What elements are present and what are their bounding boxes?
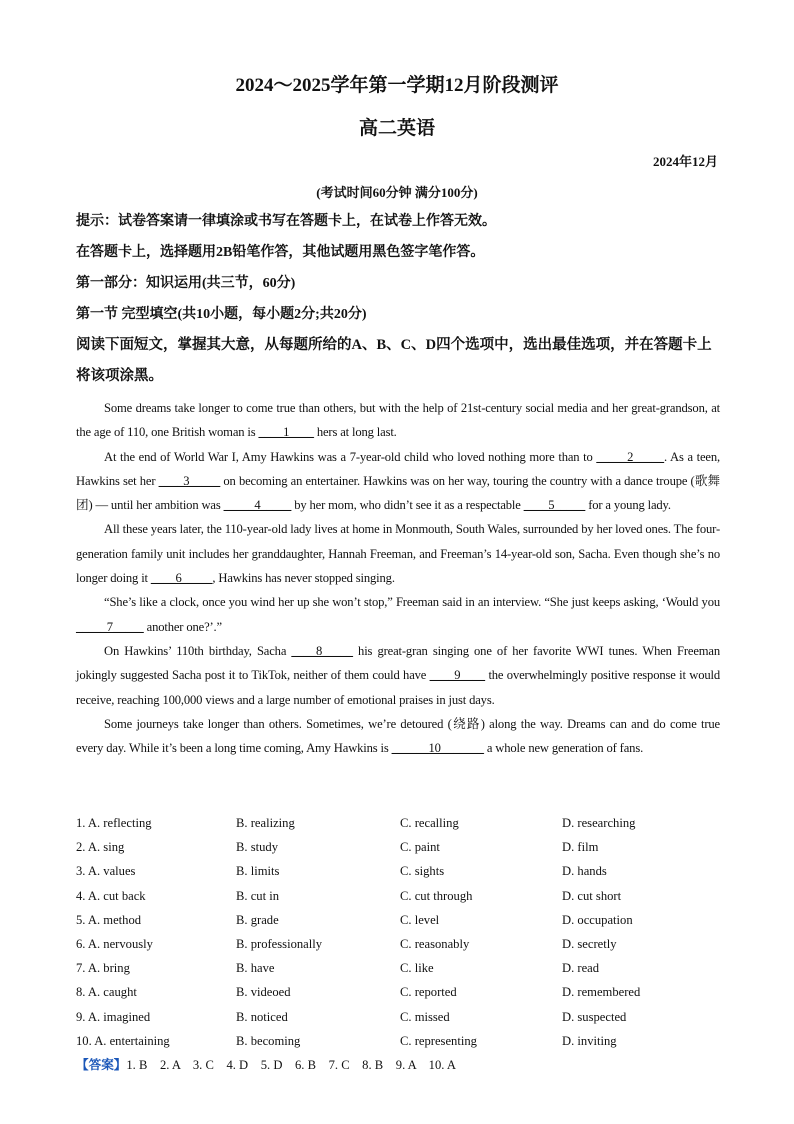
- option-c: C. reasonably: [400, 937, 470, 952]
- answer-key: [76, 1054, 456, 1076]
- option-b: B. cut in: [236, 888, 280, 903]
- exam-title: 2024～2025学年第一学期12月阶段测评: [235, 75, 559, 96]
- blank-10: ______10_______: [391, 741, 484, 756]
- option-row: [76, 1029, 720, 1053]
- blank-6: ____6_____: [150, 571, 213, 586]
- option-row: [76, 884, 720, 908]
- passage-paragraph: Some dreams take longer to come true than others, but with the help of 21st-century social media and her great-grandson, at the age of 110, one British woman is ____1____ hers at long last.: [76, 401, 720, 440]
- option-row: [76, 932, 720, 956]
- option-b: B. realizing: [236, 816, 295, 830]
- option-c: C. recalling: [400, 816, 459, 830]
- option-d: D. cut short: [562, 888, 622, 903]
- option-row: [76, 859, 720, 883]
- option-b: B. study: [236, 840, 278, 855]
- option-b: B. limits: [236, 864, 280, 879]
- reading-instruction: 阅读下面短文，掌握其大意，从每题所给的A、B、C、D四个选项中，选出最佳选项，并在答题卡上将该项涂黑。: [76, 337, 712, 384]
- option-d: D. suspected: [562, 1009, 627, 1024]
- answer-text: 1. B 2. A 3. C 4. D 5. D 6. B 7. C 8. B 9. A 10. A: [126, 1058, 456, 1072]
- option-b: B. have: [236, 961, 275, 976]
- passage-paragraph: On Hawkins’ 110th birthday, Sacha ____8_____ his great-gran singing one of her favorite WWI tunes. When Freeman jokingly suggested Sacha post it to TikTok, neither of them could have ____9____ the overwhelmingly positive response it would receive, reaching 100,000 views and a large number of emotional praises in just days.: [76, 643, 720, 707]
- notice-line: 提示：试卷答案请一律填涂或书写在答题卡上，在试卷上作答无效。: [76, 214, 496, 229]
- blank-1: ____1____: [258, 425, 314, 440]
- option-d: D. researching: [562, 816, 636, 830]
- answer-options: [76, 811, 720, 1053]
- option-d: D. remembered: [562, 985, 641, 1000]
- passage-paragraph: At the end of World War I, Amy Hawkins was a 7-year-old child who loved nothing more than to _____2_____. As a teen, Hawkins set her ____3_____ on becoming an entertainer. Hawkins was on her way, touring the country with a dance troupe (歌舞团) — until her ambition was _____4_____ by her mom, who didn’t see it as a respectable ____5_____ for a young lady.: [76, 449, 721, 513]
- option-a: 9. A. imagined: [76, 1009, 151, 1024]
- option-a: 10. A. entertaining: [76, 1033, 170, 1048]
- option-row: [76, 835, 720, 859]
- option-a: 8. A. caught: [76, 985, 137, 1000]
- option-b: B. videoed: [236, 985, 291, 1000]
- blank-8: ____8_____: [291, 643, 353, 658]
- answer-tag: 【答案】: [76, 1058, 127, 1072]
- option-b: B. noticed: [236, 1009, 288, 1024]
- option-a: 6. A. nervously: [76, 937, 153, 952]
- option-c: C. paint: [400, 840, 440, 855]
- option-a: 7. A. bring: [76, 961, 130, 976]
- option-c: C. cut through: [400, 888, 473, 903]
- option-a: 4. A. cut back: [76, 888, 146, 903]
- option-c: C. reported: [400, 985, 457, 1000]
- blank-3: ____3_____: [158, 473, 221, 488]
- exam-date: 2024年12月: [652, 154, 718, 169]
- option-row: [76, 811, 720, 835]
- option-a: 3. A. values: [76, 864, 136, 879]
- exam-time-note: (考试时间60分钟 满分100分): [316, 185, 478, 200]
- option-d: D. read: [562, 961, 600, 976]
- option-d: D. film: [562, 840, 599, 855]
- option-c: C. representing: [400, 1033, 477, 1048]
- option-c: C. like: [400, 961, 434, 976]
- option-a: 5. A. method: [76, 912, 142, 927]
- option-d: D. secretly: [562, 937, 617, 952]
- option-row: [76, 1005, 720, 1029]
- passage-paragraph: “She’s like a clock, once you wind her up she won’t stop,” Freeman said in an interview. “She just keeps asking, ‘Would you _____7_____ another one?’.”: [76, 595, 720, 634]
- option-row: [76, 908, 720, 932]
- option-c: C. missed: [400, 1009, 450, 1024]
- passage-paragraph: Some journeys take longer than others. Sometimes, we’re detoured (绕路) along the way. Dreams can and do come true every day. While it’s been a long time coming, Amy Hawkins is ______10_______ a whole new generation of fans.: [76, 716, 720, 756]
- option-d: D. hands: [562, 864, 607, 879]
- blank-7: _____7_____: [76, 619, 144, 634]
- option-a: 2. A. sing: [76, 840, 125, 855]
- option-c: C. level: [400, 912, 440, 927]
- option-d: D. occupation: [562, 912, 633, 927]
- notice-line: 在答题卡上，选择题用2B铅笔作答，其他试题用黑色签字笔作答。: [76, 245, 485, 260]
- option-d: D. inviting: [562, 1033, 617, 1048]
- subsection-heading: 第一节 完型填空(共10小题，每小题2分;共20分): [76, 307, 367, 322]
- option-c: C. sights: [400, 864, 445, 879]
- blank-4: _____4_____: [223, 498, 292, 513]
- exam-subject: 高二英语: [358, 118, 435, 139]
- option-row: [76, 956, 720, 980]
- blank-9: ____9____: [429, 668, 485, 683]
- passage-paragraph: All these years later, the 110-year-old lady lives at home in Monmouth, South Wales, surrounded by her loved ones. The four-generation family unit includes her granddaughter, Hannah Freeman, and Freeman’s 14-year-old son, Sacha. Even though she’s no longer doing it ____6_____, Hawkins has never stopped singing.: [76, 522, 720, 586]
- cloze-passage: [76, 396, 720, 760]
- option-b: B. becoming: [236, 1033, 301, 1048]
- blank-2: _____2_____: [596, 449, 665, 464]
- option-row: [76, 980, 720, 1004]
- option-b: B. grade: [236, 912, 279, 927]
- option-b: B. professionally: [236, 937, 323, 952]
- notices: [76, 206, 720, 392]
- section-heading: 第一部分：知识运用(共三节，60分): [76, 276, 296, 291]
- option-a: 1. A. reflecting: [76, 816, 152, 830]
- blank-5: ____5_____: [523, 498, 586, 513]
